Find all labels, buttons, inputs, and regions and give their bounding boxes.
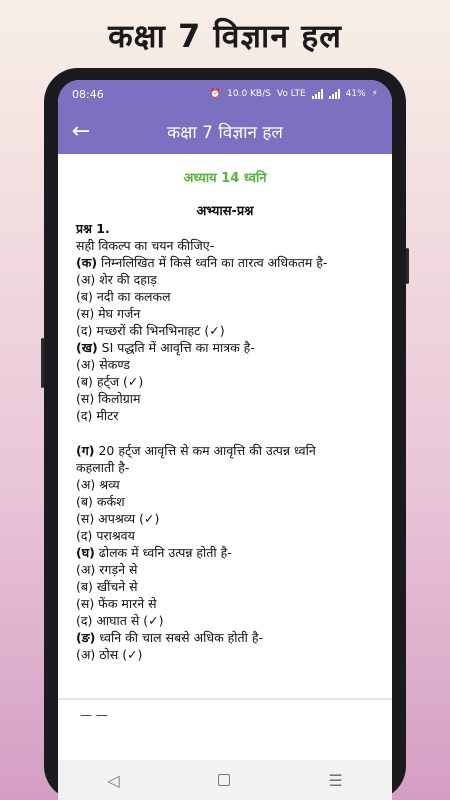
question-ka [76, 254, 374, 271]
question-ga [76, 442, 374, 459]
app-bar-title: कक्षा 7 विज्ञान हल [167, 122, 283, 143]
option-item: (द) आघात से (✓) [76, 613, 164, 628]
system-nav-bar [58, 760, 392, 800]
option-item: (स) मेघ गर्जन [76, 306, 141, 321]
question-label: (घ) [76, 545, 95, 560]
option-item: (द) पराश्रवय [76, 528, 135, 543]
network-rate: 10.0 KB/S [227, 89, 271, 99]
question-label: (ङ) [76, 630, 96, 645]
power-button [406, 248, 409, 284]
status-bar [58, 80, 392, 108]
chapter-title: अध्याय 14 ध्वनि [183, 171, 267, 186]
option-item: (ब) कर्कश [76, 494, 125, 509]
option-item: (अ) सेकण्ड [76, 357, 130, 372]
alarm-icon: ⏰ [209, 89, 222, 99]
article-content[interactable] [58, 170, 392, 663]
battery-level: 41% [345, 89, 366, 99]
option-item: (ब) नदी का कलकल [76, 289, 171, 304]
question-label: (ग) [76, 443, 95, 458]
option-item: (अ) श्रव्य [76, 477, 120, 492]
option-item: (स) किलोग्राम [76, 391, 141, 406]
battery-charging-icon: ⚡ [371, 89, 378, 99]
question-gha [76, 544, 374, 561]
back-arrow-icon[interactable]: ← [71, 118, 91, 144]
option-item: (द) मीटर [76, 408, 119, 423]
question-text: 20 हर्ट्ज आवृत्ति से कम आवृत्ति की उत्पन्न ध्वनि [94, 443, 316, 458]
volume-button [41, 338, 44, 388]
status-icons [210, 89, 378, 99]
question-label: (क) [76, 255, 98, 270]
question-label: (ख) [76, 340, 98, 355]
option-item: (ब) खींचने से [76, 579, 138, 594]
content-divider [58, 698, 392, 700]
status-time: 08:46 [72, 87, 104, 101]
question-text: ध्वनि की चाल सबसे अधिक होती है- [95, 630, 264, 645]
question-number: प्रश्न 1. [76, 221, 110, 236]
signal-icon-2 [329, 89, 340, 99]
option-item: (स) फेंक मारने से [76, 596, 157, 611]
phone-frame [44, 68, 406, 800]
option-item: (स) अपश्रव्य (✓) [76, 511, 160, 526]
app-bar [58, 108, 392, 154]
question-kha [76, 339, 374, 356]
app-screen [58, 80, 392, 800]
nav-home-icon[interactable] [218, 774, 230, 786]
question-text: निम्नलिखित में किसे ध्वनि का तारत्व अधिकतम है- [97, 255, 328, 270]
section-title: अभ्यास-प्रश्न [196, 204, 254, 219]
question-nga [76, 629, 374, 646]
option-item: (अ) रगड़ने से [76, 562, 138, 577]
nav-back-icon[interactable]: ◁ [107, 770, 120, 790]
banner-title: कक्षा 7 विज्ञान हल [108, 17, 342, 55]
question-text: SI पद्धति में आवृत्ति का मात्रक है- [97, 340, 255, 355]
question-text-continued: कहलाती है- [76, 460, 130, 475]
next-section-partial: — — [80, 708, 108, 722]
question-text: ढोलक में ध्वनि उत्पन्न होती है- [94, 545, 232, 560]
volte-label: Vo LTE [276, 89, 306, 99]
spacer [76, 424, 374, 442]
option-item: (अ) ठोस (✓) [76, 647, 143, 662]
option-item: (अ) शेर की दहाड़ [76, 272, 157, 287]
nav-recents-icon[interactable]: ☰ [328, 770, 343, 790]
option-item: (ब) हर्ट्ज (✓) [76, 374, 144, 389]
signal-icon [312, 89, 323, 99]
option-item: (द) मच्छरों की भिनभिनाहट (✓) [76, 323, 225, 338]
instruction-text: सही विकल्प का चयन कीजिए- [76, 238, 215, 253]
